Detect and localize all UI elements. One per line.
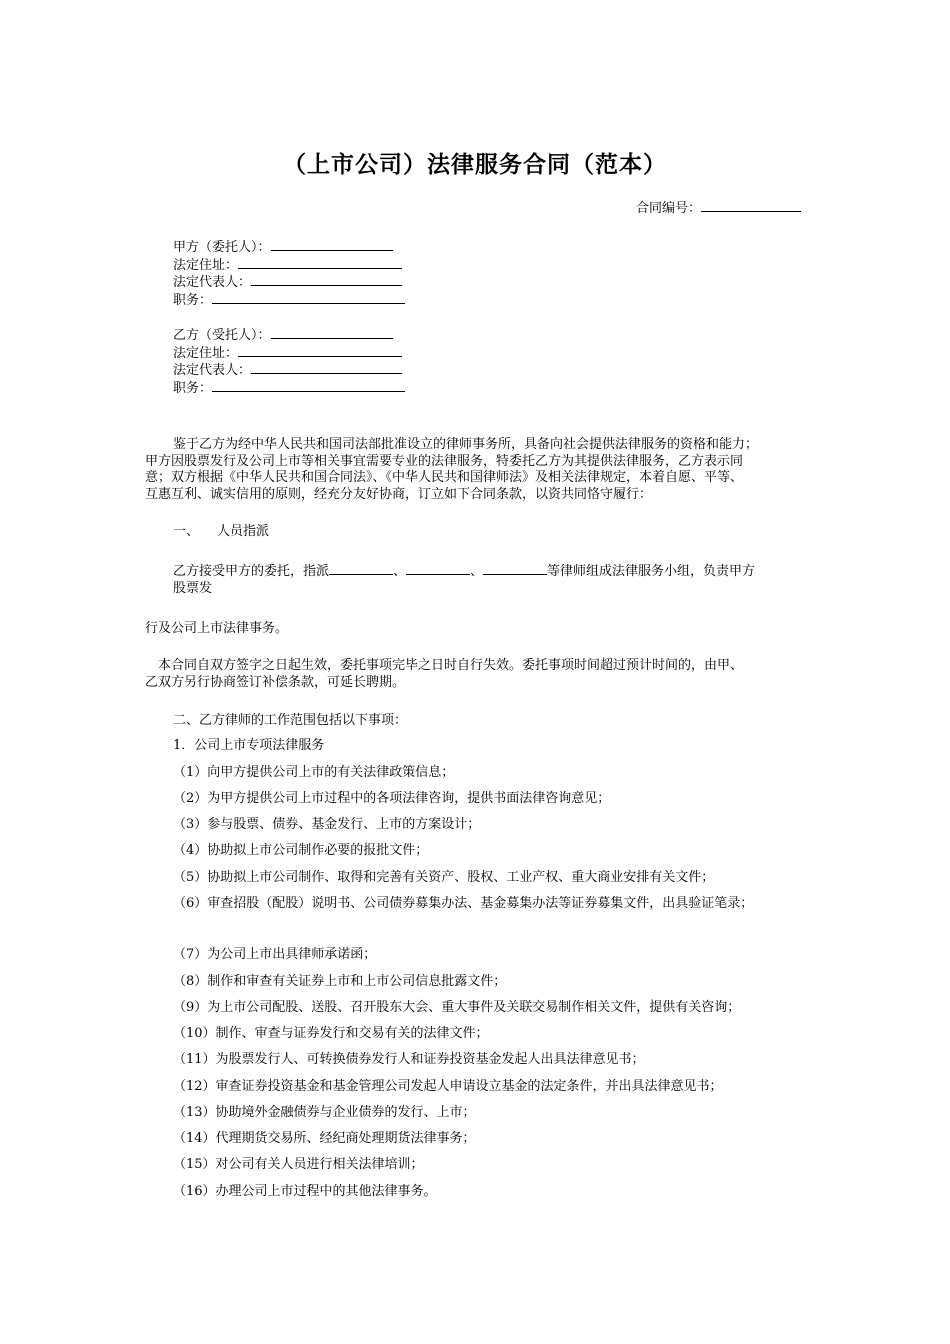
scope-item: （2）为甲方提供公司上市过程中的各项法律咨询，提供书面法律咨询意见； xyxy=(173,791,611,806)
scope-item: （5）协助拟上市公司制作、取得和完善有关资产、股权、工业产权、重大商业安排有关文件； xyxy=(173,870,715,885)
preamble-line-1: 鉴于乙方为经中华人民共和国司法部批准设立的律师事务所，具备向社会提供法律服务的资格和能力； xyxy=(173,437,759,452)
party-b-address-blank[interactable] xyxy=(238,344,402,357)
party-b-position-label: 职务： xyxy=(173,381,213,396)
party-a-name-field xyxy=(173,238,393,256)
party-b-representative-label: 法定代表人： xyxy=(173,363,252,378)
appointment-text-before: 乙方接受甲方的委托，指派 xyxy=(173,564,330,579)
appointment-line-3: 行及公司上市法律事务。 xyxy=(145,621,289,636)
preamble-line-3: 意；双方根据《中华人民共和国合同法》、《中华人民共和国律师法》及相关法律规定，本着自愿、平等、 xyxy=(145,470,744,485)
scope-item: （1）向甲方提供公司上市的有关法律政策信息； xyxy=(173,765,455,780)
party-a-address-label: 法定住址： xyxy=(173,258,239,273)
lawyer-3-blank[interactable] xyxy=(483,562,547,575)
party-b-position-blank[interactable] xyxy=(212,379,405,392)
appointment-line-2: 股票发 xyxy=(173,581,213,596)
scope-item: （10）制作、审查与证券发行和交易有关的法律文件； xyxy=(173,1026,489,1041)
party-a-position-blank[interactable] xyxy=(212,291,405,304)
scope-item: （6）审查招股（配股）说明书、公司债券募集办法、基金募集办法等证券募集文件，出具验证笔录； xyxy=(173,896,754,911)
scope-item: （13）协助境外金融债券与企业债券的发行、上市； xyxy=(173,1105,476,1120)
scope-item: （15）对公司有关人员进行相关法律培训； xyxy=(173,1157,424,1172)
section-2-heading: 二、乙方律师的工作范围包括以下事项： xyxy=(173,713,408,728)
appointment-separator-2: 、 xyxy=(470,564,484,579)
contract-number xyxy=(636,199,801,218)
section-1-title: 人员指派 xyxy=(217,524,270,539)
validity-line-2: 乙双方另行协商签订补偿条款，可延长聘期。 xyxy=(145,675,406,690)
party-a-position-field xyxy=(173,291,405,309)
preamble-line-4: 互惠互利、诚实信用的原则，经充分友好协商，订立如下合同条款，以资共同恪守履行： xyxy=(145,487,653,502)
scope-item: （3）参与股票、债券、基金发行、上市的方案设计； xyxy=(173,817,481,832)
party-a-representative-field xyxy=(173,273,402,291)
party-b-representative-blank[interactable] xyxy=(251,361,402,374)
appointment-line-1 xyxy=(173,562,755,581)
scope-item: （9）为上市公司配股、送股、召开股东大会、重大事件及关联交易制作相关文件，提供有关咨询； xyxy=(173,1000,741,1015)
scope-item: （8）制作和审查有关证券上市和上市公司信息批露文件； xyxy=(173,974,507,989)
appointment-text-after: 等律师组成法律服务小组，负责甲方 xyxy=(547,564,756,579)
scope-item: （11）为股票发行人、可转换债券发行人和证券投资基金发起人出具法律意见书； xyxy=(173,1052,645,1067)
party-b-representative-field xyxy=(173,361,402,379)
party-a-position-label: 职务： xyxy=(173,293,213,308)
party-a-name-label: 甲方（委托人）： xyxy=(173,240,271,255)
scope-item: （14）代理期货交易所、经纪商处理期货法律事务； xyxy=(173,1131,476,1146)
validity-line-1: 本合同自双方签字之日起生效，委托事项完毕之日时自行失效。委托事项时间超过预计时间的，由甲、 xyxy=(158,658,744,673)
section-2-subheading: 1．公司上市专项法律服务 xyxy=(173,738,325,753)
party-a-address-blank[interactable] xyxy=(238,256,402,269)
party-a-representative-blank[interactable] xyxy=(251,273,402,286)
party-a-name-blank[interactable] xyxy=(271,238,393,251)
party-b-address-label: 法定住址： xyxy=(173,346,239,361)
party-b-position-field xyxy=(173,379,405,397)
party-b-name-field xyxy=(173,326,393,344)
lawyer-1-blank[interactable] xyxy=(329,562,393,575)
scope-item: （16）办理公司上市过程中的其他法律事务。 xyxy=(173,1184,437,1199)
party-a-representative-label: 法定代表人： xyxy=(173,275,252,290)
document-title: （上市公司）法律服务合同（范本） xyxy=(283,152,667,178)
scope-item: （4）协助拟上市公司制作必要的报批文件； xyxy=(173,843,429,858)
lawyer-2-blank[interactable] xyxy=(406,562,470,575)
party-a-address-field xyxy=(173,256,402,274)
party-b-address-field xyxy=(173,344,402,362)
contract-number-label: 合同编号： xyxy=(636,201,702,216)
section-1-number: 一、 xyxy=(173,524,200,539)
scope-item: （12）审查证券投资基金和基金管理公司发起人申请设立基金的法定条件，并出具法律意见书； xyxy=(173,1079,723,1094)
scope-item: （7）为公司上市出具律师承诺函； xyxy=(173,947,377,962)
appointment-separator-1: 、 xyxy=(393,564,407,579)
preamble-line-2: 甲方因股票发行及公司上市等相关事宜需要专业的法律服务，特委托乙方为其提供法律服务，乙方表示同 xyxy=(145,454,744,469)
section-1-heading xyxy=(173,523,269,541)
contract-number-blank[interactable] xyxy=(701,199,801,212)
party-b-name-label: 乙方（受托人）： xyxy=(173,328,271,343)
party-b-name-blank[interactable] xyxy=(271,326,393,339)
